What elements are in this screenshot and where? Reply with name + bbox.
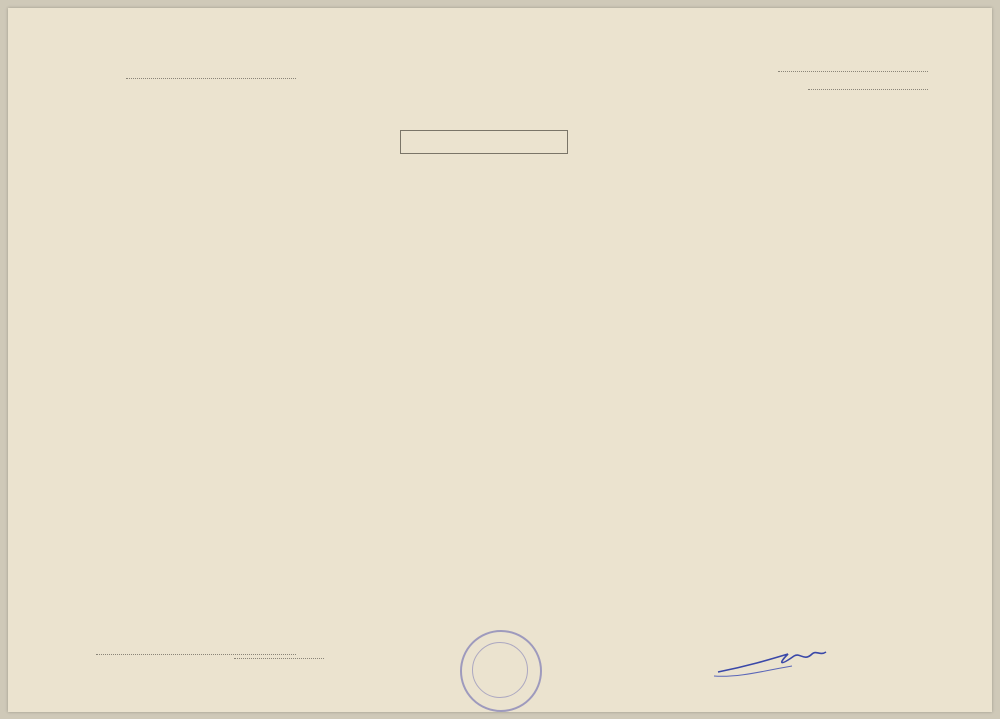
behoerde-underline [808, 89, 928, 90]
signature-scribble [708, 636, 838, 682]
document-sheet [8, 8, 992, 712]
gemeinde-underline [778, 71, 928, 72]
date-underline [234, 658, 324, 659]
land-underline [126, 78, 296, 79]
place-underline [96, 654, 296, 655]
official-seal [460, 630, 542, 712]
nationality-box [400, 130, 568, 154]
